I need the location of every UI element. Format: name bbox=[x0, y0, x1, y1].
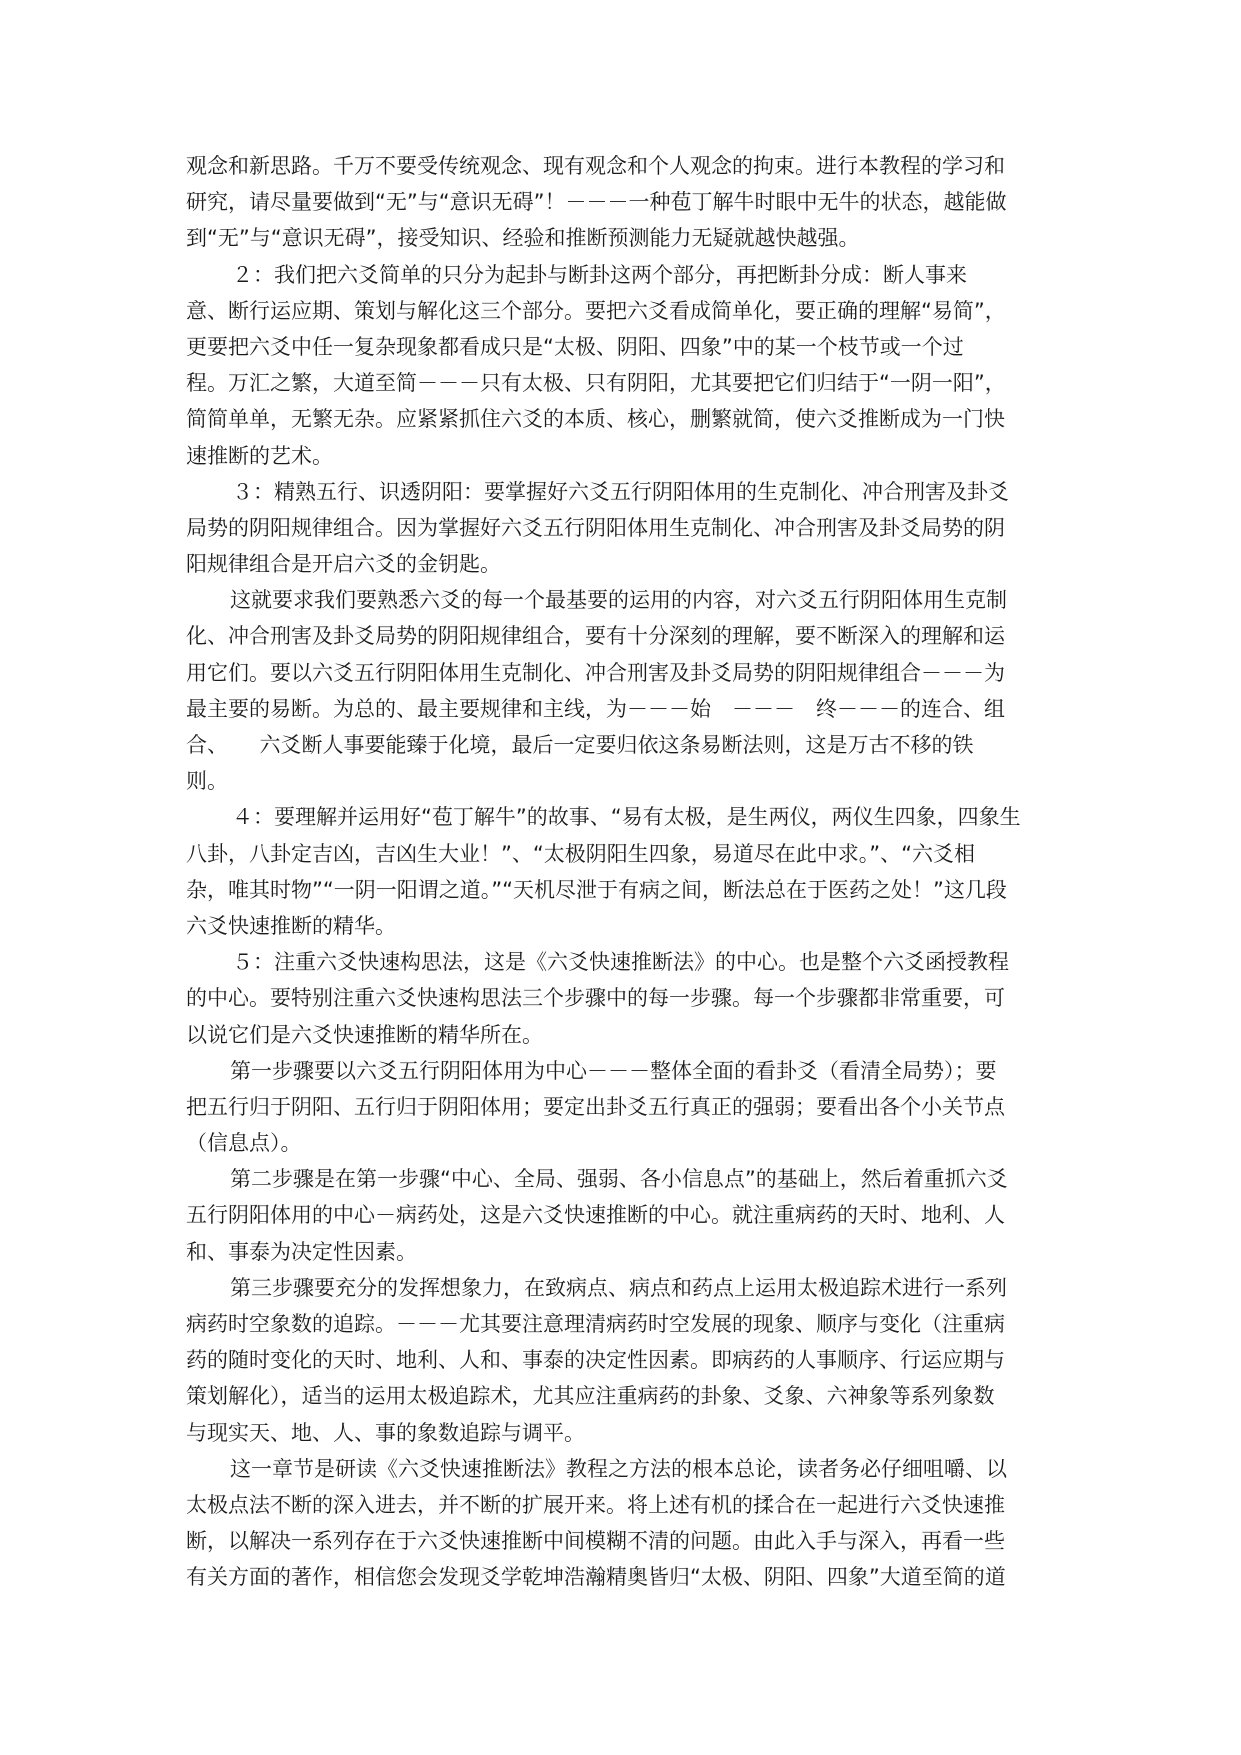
text-line: 的中心。要特别注重六爻快速构思法三个步骤中的每一步骤。每一个步骤都非常重要，可 bbox=[186, 986, 1005, 1011]
document-body bbox=[186, 148, 1048, 1596]
text-line: 则。 bbox=[186, 769, 228, 794]
text-line: 更要把六爻中任一复杂现象都看成只是“太极、阴阳、四象”中的某一个枝节或一个过 bbox=[186, 334, 964, 359]
paragraph-start: 这就要求我们要熟悉六爻的每一个最基要的运用的内容，对六爻五行阴阳体用生克制 bbox=[230, 588, 1007, 613]
text-line: 化、冲合刑害及卦爻局势的阴阳规律组合，要有十分深刻的理解，要不断深入的理解和运 bbox=[186, 624, 1005, 649]
text-line: 断，以解决一系列存在于六爻快速推断中间模糊不清的问题。由此入手与深入，再看一些 bbox=[186, 1529, 1005, 1554]
text-line: 以说它们是六爻快速推断的精华所在。 bbox=[186, 1022, 543, 1047]
text-line: 用它们。要以六爻五行阴阳体用生克制化、冲合刑害及卦爻局势的阴阳规律组合－－－为 bbox=[186, 660, 1005, 685]
paragraph-start: ３：精熟五行、识透阴阳：要掌握好六爻五行阴阳体用的生克制化、冲合刑害及卦爻 bbox=[232, 479, 1009, 504]
text-line: 病药时空象数的追踪。－－－尤其要注意理清病药时空发展的现象、顺序与变化（注重病 bbox=[186, 1312, 1005, 1336]
text-line: 把五行归于阴阳、五行归于阴阳体用；要定出卦爻五行真正的强弱；要看出各个小关节点 bbox=[186, 1094, 1005, 1119]
text-line: 策划解化），适当的运用太极追踪术，尤其应注重病药的卦象、爻象、六神象等系列象数 bbox=[186, 1384, 995, 1409]
text-line: 药的随时变化的天时、地利、人和、事泰的决定性因素。即病药的人事顺序、行运应期与 bbox=[186, 1348, 1005, 1373]
text-line: （信息点）。 bbox=[186, 1131, 302, 1156]
paragraph-start: 第三步骤要充分的发挥想象力，在致病点、病点和药点上运用太极追踪术进行一系列 bbox=[230, 1275, 1007, 1300]
text-line: 杂，唯其时物”“一阴一阳谓之道。”“天机尽泄于有病之间，断法总在于医药之处！”这几段 bbox=[186, 877, 1007, 902]
text-line: 最主要的易断。为总的、最主要规律和主线，为－－－始 －－－ 终－－－的连合、组 bbox=[186, 696, 1005, 721]
paragraph-start: 这一章节是研读《六爻快速推断法》教程之方法的根本总论，读者务必仔细咀嚼、以 bbox=[230, 1456, 1007, 1481]
text-line: 速推断的艺术。 bbox=[186, 443, 333, 468]
text-line: 程。万汇之繁，大道至简－－－只有太极、只有阴阳，尤其要把它们归结于“一阴一阳”， bbox=[186, 371, 1006, 396]
paragraph-start: 第二步骤是在第一步骤“中心、全局、强弱、各小信息点”的基础上，然后着重抓六爻 bbox=[230, 1167, 1008, 1192]
paragraph-start: ２：我们把六爻简单的只分为起卦与断卦这两个部分，再把断卦分成：断人事来 bbox=[232, 262, 967, 287]
text-line: 观念和新思路。千万不要受传统观念、现有观念和个人观念的拘束。进行本教程的学习和 bbox=[186, 154, 1005, 178]
paragraph-start: ５：注重六爻快速构思法，这是《六爻快速推断法》的中心。也是整个六爻函授教程 bbox=[232, 950, 1009, 975]
text-line: 和、事泰为决定性因素。 bbox=[186, 1239, 417, 1264]
text-line: 简简单单，无繁无杂。应紧紧抓住六爻的本质、核心，删繁就简，使六爻推断成为一门快 bbox=[186, 407, 1005, 432]
text-line: 八卦，八卦定吉凶，吉凶生大业！”、“太极阴阳生四象，易道尽在此中求。”、“六爻相 bbox=[186, 841, 976, 866]
text-line: 意、断行运应期、策划与解化这三个部分。要把六爻看成简单化，要正确的理解“易简”， bbox=[186, 298, 1006, 323]
text-line: 合、 六爻断人事要能臻于化境，最后一定要归依这条易断法则，这是万古不移的铁 bbox=[186, 733, 974, 757]
text-line: 六爻快速推断的精华。 bbox=[186, 913, 396, 938]
paragraph-start: 第一步骤要以六爻五行阴阳体用为中心－－－整体全面的看卦爻（看清全局势）；要 bbox=[230, 1058, 997, 1083]
text-line: 局势的阴阳规律组合。因为掌握好六爻五行阴阳体用生克制化、冲合刑害及卦爻局势的阴 bbox=[186, 515, 1005, 540]
text-line: 太极点法不断的深入进去，并不断的扩展开来。将上述有机的揉合在一起进行六爻快速推 bbox=[186, 1492, 1005, 1517]
text-line: 到“无”与“意识无碍”，接受知识、经验和推断预测能力无疑就越快越强。 bbox=[186, 226, 860, 251]
text-line: 与现实天、地、人、事的象数追踪与调平。 bbox=[186, 1420, 585, 1445]
text-line: 五行阴阳体用的中心－病药处，这是六爻快速推断的中心。就注重病药的天时、地利、人 bbox=[186, 1203, 1005, 1228]
text-line: 有关方面的著作，相信您会发现爻学乾坤浩瀚精奥皆归“太极、阴阳、四象”大道至简的道 bbox=[186, 1565, 1006, 1590]
text-line: 阳规律组合是开启六爻的金钥匙。 bbox=[186, 552, 501, 577]
text-line: 研究，请尽量要做到“无”与“意识无碍”！－－－一种苞丁解牛时眼中无牛的状态，越能做 bbox=[186, 190, 1007, 215]
paragraph-start: ４：要理解并运用好“苞丁解牛”的故事、“易有太极，是生两仪，两仪生四象，四象生 bbox=[232, 805, 1021, 830]
